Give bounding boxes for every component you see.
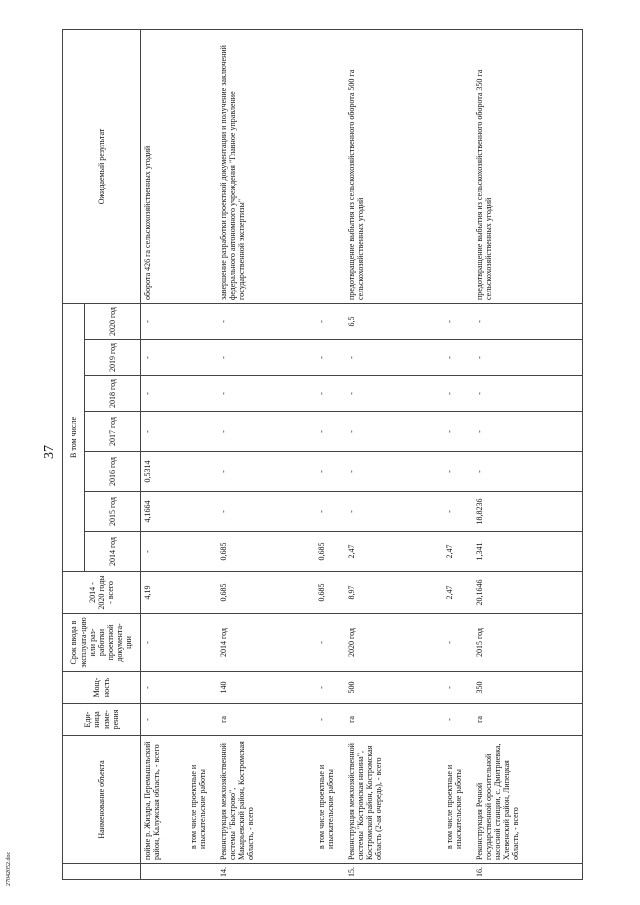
total-cell: 8,97 xyxy=(345,572,443,614)
total-cell: 2,47 xyxy=(443,572,473,614)
year-value-cell: 1,341 xyxy=(473,532,583,572)
year-value-cell: - xyxy=(217,452,315,492)
year-value-cell: 0,685 xyxy=(217,532,315,572)
deadline-cell: - xyxy=(141,614,187,672)
unit-cell: - xyxy=(443,704,473,736)
year-value-cell: - xyxy=(315,376,345,412)
result-cell xyxy=(187,29,217,303)
result-cell xyxy=(443,29,473,303)
header-in-that: В том числе xyxy=(63,303,85,571)
year-value-cell: - xyxy=(141,303,187,339)
object-name-cell: в том числе проектные и изыскательские работы xyxy=(315,736,345,864)
year-value-cell xyxy=(187,303,217,339)
total-cell: 20,1646 xyxy=(473,572,583,614)
header-year-2019: 2019 год xyxy=(85,340,141,376)
page-number: 37 xyxy=(42,445,57,459)
header-total: 2014 - 2020 годы - всего xyxy=(63,572,141,614)
header-capacity: Мощ-ность xyxy=(63,672,141,704)
header-year-2018: 2018 год xyxy=(85,376,141,412)
year-value-cell: 4,1664 xyxy=(141,492,187,532)
year-value-cell: 18,8236 xyxy=(473,492,583,532)
unit-cell: га xyxy=(345,704,443,736)
year-value-cell xyxy=(187,452,217,492)
year-value-cell: - xyxy=(315,340,345,376)
capacity-cell: 500 xyxy=(345,672,443,704)
deadline-cell xyxy=(187,614,217,672)
year-value-cell xyxy=(187,532,217,572)
year-value-cell: - xyxy=(473,452,583,492)
year-value-cell: - xyxy=(443,303,473,339)
deadline-cell: 2014 год xyxy=(217,614,315,672)
capacity-cell: - xyxy=(315,672,345,704)
table-row xyxy=(141,29,187,879)
capacity-cell: - xyxy=(141,672,187,704)
capacity-cell xyxy=(187,672,217,704)
year-value-cell: - xyxy=(345,492,443,532)
year-value-cell: - xyxy=(345,412,443,452)
year-value-cell: - xyxy=(315,412,345,452)
year-value-cell: - xyxy=(345,340,443,376)
year-value-cell: - xyxy=(443,412,473,452)
year-value-cell: 2,47 xyxy=(345,532,443,572)
unit-cell: - xyxy=(315,704,345,736)
year-value-cell: - xyxy=(217,303,315,339)
year-value-cell: 0,685 xyxy=(315,532,345,572)
row-number: 15. xyxy=(345,864,443,880)
total-cell xyxy=(187,572,217,614)
year-value-cell: - xyxy=(141,412,187,452)
year-value-cell: 2,47 xyxy=(443,532,473,572)
object-name-cell: в том числе проектные и изыскательские работы xyxy=(187,736,217,864)
header-year-2020: 2020 год xyxy=(85,303,141,339)
row-number xyxy=(187,864,217,880)
objects-table xyxy=(62,29,583,880)
year-value-cell: - xyxy=(473,303,583,339)
header-unit: Еди-ница изме-рения xyxy=(63,704,141,736)
object-name-cell: Реконструкция Речной государственной оросительной насосной станции, с. Дмитриевка, Хлевенский район, Липецкая область, - всего xyxy=(473,736,583,864)
object-name-cell: Реконструкция межхозяйственной системы "Быстрово", Макарьевский район, Костромская область, - всего xyxy=(217,736,315,864)
year-value-cell: - xyxy=(217,376,315,412)
year-value-cell: - xyxy=(141,340,187,376)
total-cell: 4,19 xyxy=(141,572,187,614)
year-value-cell: - xyxy=(315,303,345,339)
table-row xyxy=(187,29,217,879)
deadline-cell: 2020 год xyxy=(345,614,443,672)
header-year-2014: 2014 год xyxy=(85,532,141,572)
table-row xyxy=(473,29,583,879)
table-row xyxy=(443,29,473,879)
year-value-cell: - xyxy=(141,376,187,412)
year-value-cell: - xyxy=(345,452,443,492)
header-num xyxy=(63,864,141,880)
year-value-cell: - xyxy=(443,340,473,376)
header-name: Наименование объекта xyxy=(63,736,141,864)
capacity-cell: 140 xyxy=(217,672,315,704)
result-cell: предотвращение выбытия из сельскохозяйственного оборота 500 га сельскохозяйственных угодий xyxy=(345,29,443,303)
result-cell xyxy=(315,29,345,303)
unit-cell: га xyxy=(473,704,583,736)
year-value-cell: - xyxy=(473,376,583,412)
year-value-cell: - xyxy=(217,340,315,376)
year-value-cell xyxy=(187,376,217,412)
capacity-cell: 350 xyxy=(473,672,583,704)
row-number xyxy=(141,864,187,880)
year-value-cell xyxy=(187,340,217,376)
year-value-cell: 6,5 xyxy=(345,303,443,339)
year-value-cell: - xyxy=(473,412,583,452)
year-value-cell: - xyxy=(473,340,583,376)
row-number xyxy=(315,864,345,880)
result-cell: предотвращение выбытия из сельскохозяйственного оборота 350 га сельскохозяйственных угодий xyxy=(473,29,583,303)
year-value-cell: - xyxy=(345,376,443,412)
table-row xyxy=(345,29,443,879)
table-row xyxy=(217,29,315,879)
table-row xyxy=(315,29,345,879)
year-value-cell: - xyxy=(443,376,473,412)
result-cell: оборота 426 га сельскохозяйственных угодий xyxy=(141,29,187,303)
total-cell: 0,685 xyxy=(315,572,345,614)
unit-cell: га xyxy=(217,704,315,736)
header-year-2016: 2016 год xyxy=(85,452,141,492)
year-value-cell: - xyxy=(217,492,315,532)
footer-filename: 27042052.doc xyxy=(6,851,12,886)
header-year-2015: 2015 год xyxy=(85,492,141,532)
deadline-cell: 2015 год xyxy=(473,614,583,672)
year-value-cell: - xyxy=(443,492,473,532)
object-name-cell: в том числе проектные и изыскательские работы xyxy=(443,736,473,864)
unit-cell xyxy=(187,704,217,736)
deadline-cell: - xyxy=(315,614,345,672)
year-value-cell: - xyxy=(217,412,315,452)
object-name-cell: Реконструкция межхозяйственной системы "Костромская низина", Костромской район, Костромская область (2-ая очередь), - всего xyxy=(345,736,443,864)
row-number: 16. xyxy=(473,864,583,880)
year-value-cell: - xyxy=(315,492,345,532)
year-value-cell: - xyxy=(141,532,187,572)
year-value-cell: - xyxy=(443,452,473,492)
deadline-cell: - xyxy=(443,614,473,672)
object-name-cell: пойме р. Жиздра, Перемышльский район, Калужская область, - всего xyxy=(141,736,187,864)
header-result: Ожидаемый результат xyxy=(63,29,141,303)
row-number xyxy=(443,864,473,880)
year-value-cell xyxy=(187,412,217,452)
capacity-cell: - xyxy=(443,672,473,704)
total-cell: 0,685 xyxy=(217,572,315,614)
header-deadline: Срок ввода в эксплуата-цию или раз-работки проектной документа-ции xyxy=(63,614,141,672)
header-year-2017: 2017 год xyxy=(85,412,141,452)
year-value-cell: - xyxy=(315,452,345,492)
row-number: 14. xyxy=(217,864,315,880)
year-value-cell: 0,5314 xyxy=(141,452,187,492)
unit-cell: - xyxy=(141,704,187,736)
result-cell: завершение разработки проектной документации и получение заключений федерального автономного учреждения "Главное управление государственной экспертизы" xyxy=(217,29,315,303)
landscape-page xyxy=(62,30,622,880)
year-value-cell xyxy=(187,492,217,532)
